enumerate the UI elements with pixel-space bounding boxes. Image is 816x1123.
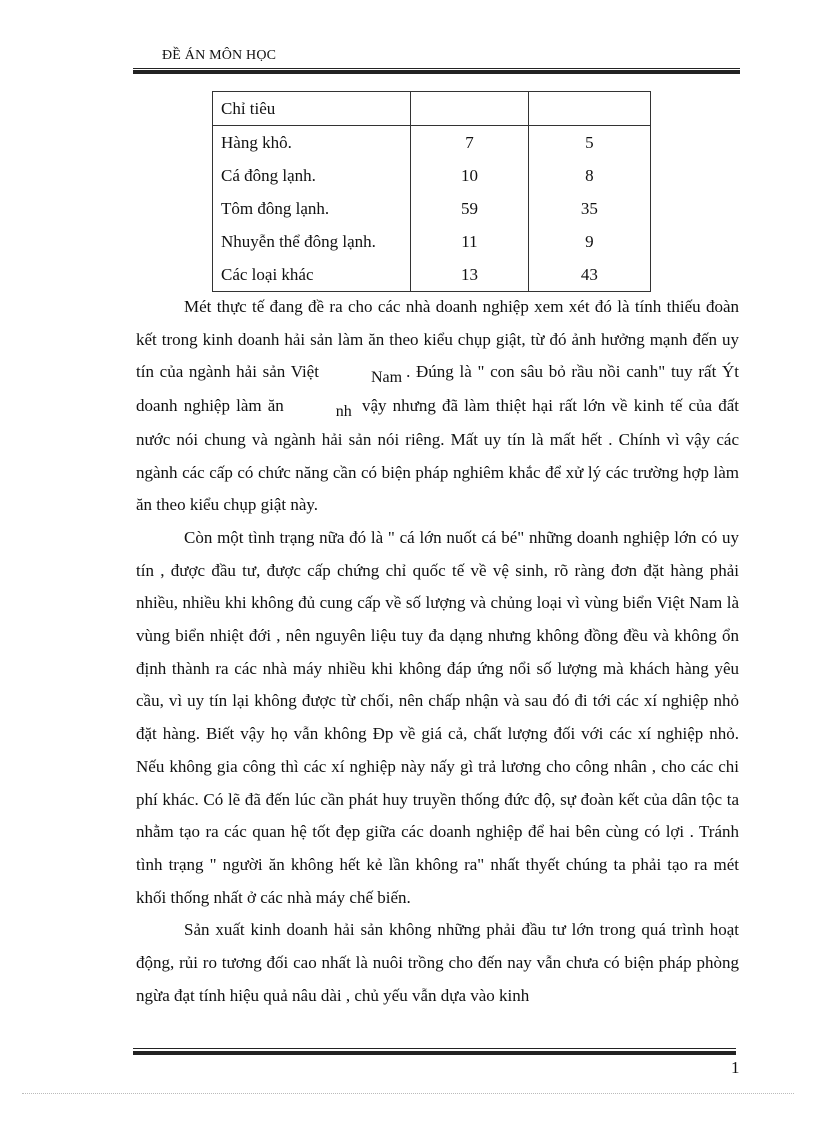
page-bottom-dotted-border	[22, 1093, 794, 1094]
table-row	[213, 258, 651, 292]
paragraph-1-part-c: vậy nhưng đã làm thiệt hại rất lớn về kinh tế của đất nước nói chung và ngành hải sản nói riêng. Mất uy tín là mất hết . Chính vì vậy các ngành các cấp có chức năng cần có biện pháp nghiêm khắc để xử lý các trường hợp làm ăn theo kiểu chụp giật này.	[136, 396, 740, 515]
table-cell-label: Tôm đông lạnh.	[213, 192, 411, 225]
table-cell-value: 10	[411, 159, 529, 192]
table-row	[213, 126, 651, 160]
table-cell-value: 5	[528, 126, 650, 160]
footer-divider-thin	[133, 1048, 736, 1049]
table-cell-label: Cá đông lạnh.	[213, 159, 411, 192]
table-row	[213, 225, 651, 258]
table-cell-value: 13	[411, 258, 529, 292]
table-row	[213, 192, 651, 225]
document-header-title: ĐỀ ÁN MÔN HỌC	[162, 48, 277, 63]
table-cell-value: 8	[528, 159, 650, 192]
table-cell-label: Nhuyễn thể đông lạnh.	[213, 225, 411, 258]
paragraph-1-subscript-nam: Nam	[370, 369, 403, 387]
table-cell-value: 35	[528, 192, 650, 225]
table-cell-label: Các loại khác	[213, 258, 411, 292]
export-product-table	[212, 91, 651, 292]
body-text	[136, 291, 739, 1012]
footer-divider-thick	[133, 1051, 736, 1055]
table-header-row	[213, 92, 651, 126]
paragraph-1	[136, 291, 739, 522]
table-cell-value: 11	[411, 225, 529, 258]
table-cell-label: Hàng khô.	[213, 126, 411, 160]
table-cell-value: 7	[411, 126, 529, 160]
table-header-cell	[411, 92, 529, 126]
table-header-cell: Chỉ tiêu	[213, 92, 411, 126]
paragraph-1-part-a: Mét thực tế đang đề ra cho các nhà doanh nghiệp xem xét đó là tính thiếu đoàn kết trong kinh doanh hải sản làm ăn theo kiểu chụp giật, từ đó ảnh hưởng mạnh đến uy tín của ngành hải sản Việt	[136, 297, 739, 382]
paragraph-2: Còn một tình trạng nữa đó là " cá lớn nuốt cá bé" những doanh nghiệp lớn có uy tín , được đầu tư, được cấp chứng chỉ quốc tế về vệ sinh, rõ ràng đơn đặt hàng phải nhiều, nhiều khi không đủ cung cấp về số lượng và chủng loại vì vùng biển Việt Nam là vùng biển nhiệt đới , nên nguyên liệu tuy đa dạng nhưng không đồng đều và không ổn định thành ra các nhà máy nhiều khi không đáp ứng nổi số lượng mà khách hàng yêu cầu, vì uy tín lại không được từ chối, nên chấp nhận và sau đó đi tới các xí nghiệp nhỏ đặt hàng. Biết vậy họ vẫn không Ðp về giá cả, chất lượng đối với các xí nghiệp nhỏ. Nếu không gia công thì các xí nghiệp này nấy gì trả lương cho công nhân , cho các chi phí khác. Có lẽ đã đến lúc cần phát huy truyền thống đức độ, sự đoàn kết của dân tộc ta nhằm tạo ra các quan hệ tốt đẹp giữa các doanh nghiệp để hai bên cùng có lợi . Tránh tình trạng " người ăn không hết kẻ lần không ra" nhất thyết chúng ta phải tạo ra mét khối thống nhất ở các nhà máy chế biến.	[136, 527, 739, 907]
table-cell-value: 43	[528, 258, 650, 292]
header-divider-thin	[133, 68, 740, 69]
table-header-cell	[528, 92, 650, 126]
table-cell-value: 59	[411, 192, 529, 225]
page-number: 1	[731, 1058, 740, 1077]
paragraph-3: Sản xuất kinh doanh hải sản không những phải đầu tư lớn trong quá trình hoạt động, rủi ro tương đối cao nhất là nuôi trồng cho đến nay vẫn chưa có biện pháp phòng ngừa đạt tính hiệu quả nâu dài , chủ yếu vẫn dựa vào kinh	[136, 920, 739, 1005]
paragraph-1-part-b: . Đúng là " con sâu bỏ rầu nồi canh" tuy rất Ýt doanh nghiệp làm ăn	[136, 362, 739, 416]
header-divider-thick	[133, 70, 740, 74]
table-row	[213, 159, 651, 192]
paragraph-1-subscript-nh: nh	[335, 403, 352, 421]
table-cell-value: 9	[528, 225, 650, 258]
